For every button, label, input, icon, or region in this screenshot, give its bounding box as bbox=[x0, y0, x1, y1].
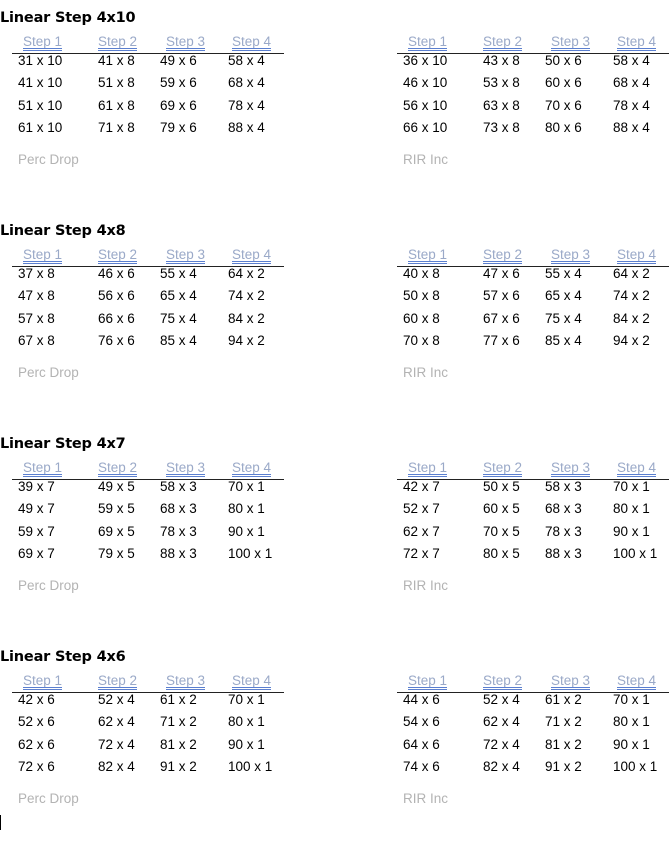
step-4-header bbox=[232, 34, 271, 49]
set-cell: 90 x 1 bbox=[613, 524, 650, 539]
set-cell: 84 x 2 bbox=[228, 311, 265, 326]
set-cell: 61 x 2 bbox=[160, 692, 197, 707]
rir-inc-label: RIR Inc bbox=[403, 152, 449, 167]
set-cell: 37 x 8 bbox=[18, 266, 55, 281]
set-cell: 71 x 8 bbox=[98, 120, 135, 135]
step-header-label: Step 2 bbox=[98, 34, 138, 49]
set-cell: 42 x 6 bbox=[18, 692, 55, 707]
set-cell: 79 x 5 bbox=[98, 546, 135, 561]
perc-drop-label: Perc Drop bbox=[18, 791, 79, 806]
step-header-label: Step 4 bbox=[232, 247, 272, 262]
section-4 bbox=[0, 649, 669, 849]
step-header-label: Step 1 bbox=[408, 247, 448, 262]
perc-drop-label: Perc Drop bbox=[18, 152, 79, 167]
set-cell: 53 x 8 bbox=[483, 75, 520, 90]
step-header-label: Step 1 bbox=[408, 673, 448, 688]
step-header-label: Step 4 bbox=[232, 34, 272, 49]
set-cell: 52 x 7 bbox=[403, 501, 440, 516]
set-cell: 70 x 1 bbox=[228, 692, 265, 707]
step-header-label: Step 3 bbox=[166, 673, 206, 688]
step-header-label: Step 1 bbox=[23, 673, 63, 688]
set-cell: 59 x 7 bbox=[18, 524, 55, 539]
set-cell: 85 x 4 bbox=[160, 333, 197, 348]
step-header-label: Step 2 bbox=[483, 34, 523, 49]
set-cell: 94 x 2 bbox=[613, 333, 650, 348]
set-cell: 71 x 2 bbox=[160, 714, 197, 729]
set-cell: 52 x 6 bbox=[18, 714, 55, 729]
section-title: Linear Step 4x7 bbox=[0, 436, 126, 452]
set-cell: 31 x 10 bbox=[18, 53, 63, 68]
set-cell: 60 x 8 bbox=[403, 311, 440, 326]
set-cell: 67 x 8 bbox=[18, 333, 55, 348]
set-cell: 82 x 4 bbox=[483, 759, 520, 774]
rir-inc-table bbox=[403, 34, 669, 194]
set-cell: 90 x 1 bbox=[228, 524, 265, 539]
set-cell: 39 x 7 bbox=[18, 479, 55, 494]
set-cell: 59 x 6 bbox=[160, 75, 197, 90]
set-cell: 51 x 8 bbox=[98, 75, 135, 90]
set-cell: 56 x 6 bbox=[98, 288, 135, 303]
set-cell: 72 x 6 bbox=[18, 759, 55, 774]
rir-inc-table bbox=[403, 247, 669, 407]
step-2-header bbox=[98, 247, 137, 262]
set-cell: 60 x 5 bbox=[483, 501, 520, 516]
set-cell: 81 x 2 bbox=[545, 737, 582, 752]
set-cell: 73 x 8 bbox=[483, 120, 520, 135]
rir-inc-table bbox=[403, 460, 669, 620]
set-cell: 72 x 4 bbox=[98, 737, 135, 752]
set-cell: 46 x 6 bbox=[98, 266, 135, 281]
set-cell: 70 x 6 bbox=[545, 98, 582, 113]
step-3-header bbox=[551, 34, 590, 49]
step-1-header bbox=[23, 673, 62, 688]
set-cell: 50 x 6 bbox=[545, 53, 582, 68]
set-cell: 70 x 1 bbox=[613, 479, 650, 494]
set-cell: 78 x 4 bbox=[613, 98, 650, 113]
section-2 bbox=[0, 223, 669, 423]
section-title: Linear Step 4x8 bbox=[0, 223, 126, 239]
set-cell: 80 x 1 bbox=[613, 501, 650, 516]
set-cell: 88 x 4 bbox=[613, 120, 650, 135]
set-cell: 44 x 6 bbox=[403, 692, 440, 707]
step-3-header bbox=[551, 673, 590, 688]
step-2-header bbox=[483, 34, 522, 49]
set-cell: 65 x 4 bbox=[160, 288, 197, 303]
step-1-header bbox=[408, 247, 447, 262]
set-cell: 90 x 1 bbox=[228, 737, 265, 752]
set-cell: 74 x 2 bbox=[613, 288, 650, 303]
set-cell: 80 x 5 bbox=[483, 546, 520, 561]
step-1-header bbox=[408, 460, 447, 475]
step-header-label: Step 4 bbox=[232, 460, 272, 475]
set-cell: 70 x 5 bbox=[483, 524, 520, 539]
set-cell: 80 x 1 bbox=[228, 501, 265, 516]
set-cell: 100 x 1 bbox=[228, 759, 273, 774]
set-cell: 61 x 8 bbox=[98, 98, 135, 113]
set-cell: 47 x 8 bbox=[18, 288, 55, 303]
set-cell: 63 x 8 bbox=[483, 98, 520, 113]
step-4-header bbox=[617, 460, 656, 475]
step-header-label: Step 3 bbox=[551, 460, 591, 475]
set-cell: 55 x 4 bbox=[545, 266, 582, 281]
step-header-label: Step 1 bbox=[23, 460, 63, 475]
step-1-header bbox=[408, 673, 447, 688]
set-cell: 74 x 6 bbox=[403, 759, 440, 774]
set-cell: 52 x 4 bbox=[98, 692, 135, 707]
set-cell: 78 x 4 bbox=[228, 98, 265, 113]
set-cell: 78 x 3 bbox=[160, 524, 197, 539]
set-cell: 66 x 10 bbox=[403, 120, 448, 135]
set-cell: 76 x 6 bbox=[98, 333, 135, 348]
set-cell: 91 x 2 bbox=[545, 759, 582, 774]
step-3-header bbox=[166, 673, 205, 688]
set-cell: 49 x 5 bbox=[98, 479, 135, 494]
perc-drop-label: Perc Drop bbox=[18, 578, 79, 593]
set-cell: 47 x 6 bbox=[483, 266, 520, 281]
set-cell: 67 x 6 bbox=[483, 311, 520, 326]
set-cell: 64 x 2 bbox=[228, 266, 265, 281]
step-2-header bbox=[98, 460, 137, 475]
set-cell: 94 x 2 bbox=[228, 333, 265, 348]
set-cell: 50 x 8 bbox=[403, 288, 440, 303]
step-1-header bbox=[23, 247, 62, 262]
step-4-header bbox=[232, 460, 271, 475]
step-2-header bbox=[98, 673, 137, 688]
set-cell: 81 x 2 bbox=[160, 737, 197, 752]
rir-inc-label: RIR Inc bbox=[403, 578, 449, 593]
perc-drop-table bbox=[18, 34, 293, 194]
edge-mark bbox=[0, 815, 1, 830]
section-1 bbox=[0, 10, 669, 210]
step-4-header bbox=[232, 247, 271, 262]
set-cell: 36 x 10 bbox=[403, 53, 448, 68]
set-cell: 88 x 3 bbox=[160, 546, 197, 561]
set-cell: 58 x 3 bbox=[545, 479, 582, 494]
set-cell: 59 x 5 bbox=[98, 501, 135, 516]
step-4-header bbox=[617, 673, 656, 688]
step-3-header bbox=[551, 247, 590, 262]
step-header-label: Step 3 bbox=[551, 673, 591, 688]
perc-drop-label: Perc Drop bbox=[18, 365, 79, 380]
set-cell: 84 x 2 bbox=[613, 311, 650, 326]
set-cell: 75 x 4 bbox=[545, 311, 582, 326]
set-cell: 43 x 8 bbox=[483, 53, 520, 68]
set-cell: 41 x 8 bbox=[98, 53, 135, 68]
rir-inc-table bbox=[403, 673, 669, 833]
step-header-label: Step 2 bbox=[483, 247, 523, 262]
step-1-header bbox=[23, 34, 62, 49]
set-cell: 62 x 6 bbox=[18, 737, 55, 752]
set-cell: 68 x 4 bbox=[613, 75, 650, 90]
step-4-header bbox=[617, 34, 656, 49]
set-cell: 41 x 10 bbox=[18, 75, 63, 90]
step-header-label: Step 1 bbox=[408, 460, 448, 475]
set-cell: 56 x 10 bbox=[403, 98, 448, 113]
set-cell: 91 x 2 bbox=[160, 759, 197, 774]
set-cell: 68 x 4 bbox=[228, 75, 265, 90]
set-cell: 90 x 1 bbox=[613, 737, 650, 752]
set-cell: 62 x 7 bbox=[403, 524, 440, 539]
set-cell: 49 x 7 bbox=[18, 501, 55, 516]
set-cell: 62 x 4 bbox=[483, 714, 520, 729]
step-3-header bbox=[166, 34, 205, 49]
set-cell: 52 x 4 bbox=[483, 692, 520, 707]
set-cell: 65 x 4 bbox=[545, 288, 582, 303]
step-1-header bbox=[23, 460, 62, 475]
step-header-label: Step 3 bbox=[166, 247, 206, 262]
set-cell: 100 x 1 bbox=[228, 546, 273, 561]
set-cell: 80 x 6 bbox=[545, 120, 582, 135]
set-cell: 54 x 6 bbox=[403, 714, 440, 729]
section-title: Linear Step 4x6 bbox=[0, 649, 126, 665]
step-3-header bbox=[166, 460, 205, 475]
set-cell: 70 x 8 bbox=[403, 333, 440, 348]
step-2-header bbox=[483, 460, 522, 475]
step-header-label: Step 2 bbox=[98, 247, 138, 262]
set-cell: 78 x 3 bbox=[545, 524, 582, 539]
set-cell: 60 x 6 bbox=[545, 75, 582, 90]
rir-inc-label: RIR Inc bbox=[403, 791, 449, 806]
set-cell: 69 x 5 bbox=[98, 524, 135, 539]
step-header-label: Step 3 bbox=[551, 34, 591, 49]
step-header-label: Step 4 bbox=[617, 673, 657, 688]
set-cell: 50 x 5 bbox=[483, 479, 520, 494]
step-header-label: Step 4 bbox=[617, 460, 657, 475]
step-2-header bbox=[483, 673, 522, 688]
set-cell: 77 x 6 bbox=[483, 333, 520, 348]
step-3-header bbox=[166, 247, 205, 262]
step-header-label: Step 2 bbox=[483, 460, 523, 475]
set-cell: 61 x 10 bbox=[18, 120, 63, 135]
set-cell: 40 x 8 bbox=[403, 266, 440, 281]
step-4-header bbox=[617, 247, 656, 262]
set-cell: 51 x 10 bbox=[18, 98, 63, 113]
set-cell: 100 x 1 bbox=[613, 546, 658, 561]
set-cell: 68 x 3 bbox=[545, 501, 582, 516]
set-cell: 55 x 4 bbox=[160, 266, 197, 281]
step-3-header bbox=[551, 460, 590, 475]
set-cell: 80 x 1 bbox=[228, 714, 265, 729]
step-header-label: Step 4 bbox=[617, 247, 657, 262]
set-cell: 88 x 4 bbox=[228, 120, 265, 135]
step-header-label: Step 1 bbox=[23, 247, 63, 262]
set-cell: 71 x 2 bbox=[545, 714, 582, 729]
step-header-label: Step 3 bbox=[551, 247, 591, 262]
step-2-header bbox=[98, 34, 137, 49]
step-header-label: Step 4 bbox=[232, 673, 272, 688]
set-cell: 42 x 7 bbox=[403, 479, 440, 494]
section-3 bbox=[0, 436, 669, 636]
step-4-header bbox=[232, 673, 271, 688]
set-cell: 79 x 6 bbox=[160, 120, 197, 135]
step-header-label: Step 1 bbox=[408, 34, 448, 49]
set-cell: 74 x 2 bbox=[228, 288, 265, 303]
perc-drop-table bbox=[18, 673, 293, 833]
set-cell: 57 x 8 bbox=[18, 311, 55, 326]
set-cell: 75 x 4 bbox=[160, 311, 197, 326]
set-cell: 72 x 4 bbox=[483, 737, 520, 752]
step-header-label: Step 3 bbox=[166, 34, 206, 49]
set-cell: 72 x 7 bbox=[403, 546, 440, 561]
set-cell: 70 x 1 bbox=[613, 692, 650, 707]
set-cell: 82 x 4 bbox=[98, 759, 135, 774]
set-cell: 64 x 6 bbox=[403, 737, 440, 752]
set-cell: 68 x 3 bbox=[160, 501, 197, 516]
step-2-header bbox=[483, 247, 522, 262]
step-header-label: Step 2 bbox=[98, 460, 138, 475]
step-header-label: Step 4 bbox=[617, 34, 657, 49]
set-cell: 85 x 4 bbox=[545, 333, 582, 348]
set-cell: 58 x 4 bbox=[613, 53, 650, 68]
set-cell: 80 x 1 bbox=[613, 714, 650, 729]
rir-inc-label: RIR Inc bbox=[403, 365, 449, 380]
set-cell: 57 x 6 bbox=[483, 288, 520, 303]
step-1-header bbox=[408, 34, 447, 49]
set-cell: 46 x 10 bbox=[403, 75, 448, 90]
set-cell: 66 x 6 bbox=[98, 311, 135, 326]
section-title: Linear Step 4x10 bbox=[0, 10, 136, 26]
set-cell: 62 x 4 bbox=[98, 714, 135, 729]
step-header-label: Step 1 bbox=[23, 34, 63, 49]
set-cell: 69 x 6 bbox=[160, 98, 197, 113]
set-cell: 58 x 4 bbox=[228, 53, 265, 68]
set-cell: 49 x 6 bbox=[160, 53, 197, 68]
perc-drop-table bbox=[18, 460, 293, 620]
set-cell: 100 x 1 bbox=[613, 759, 658, 774]
step-header-label: Step 3 bbox=[166, 460, 206, 475]
step-header-label: Step 2 bbox=[483, 673, 523, 688]
set-cell: 69 x 7 bbox=[18, 546, 55, 561]
set-cell: 58 x 3 bbox=[160, 479, 197, 494]
step-header-label: Step 2 bbox=[98, 673, 138, 688]
set-cell: 70 x 1 bbox=[228, 479, 265, 494]
set-cell: 64 x 2 bbox=[613, 266, 650, 281]
set-cell: 88 x 3 bbox=[545, 546, 582, 561]
set-cell: 61 x 2 bbox=[545, 692, 582, 707]
perc-drop-table bbox=[18, 247, 293, 407]
